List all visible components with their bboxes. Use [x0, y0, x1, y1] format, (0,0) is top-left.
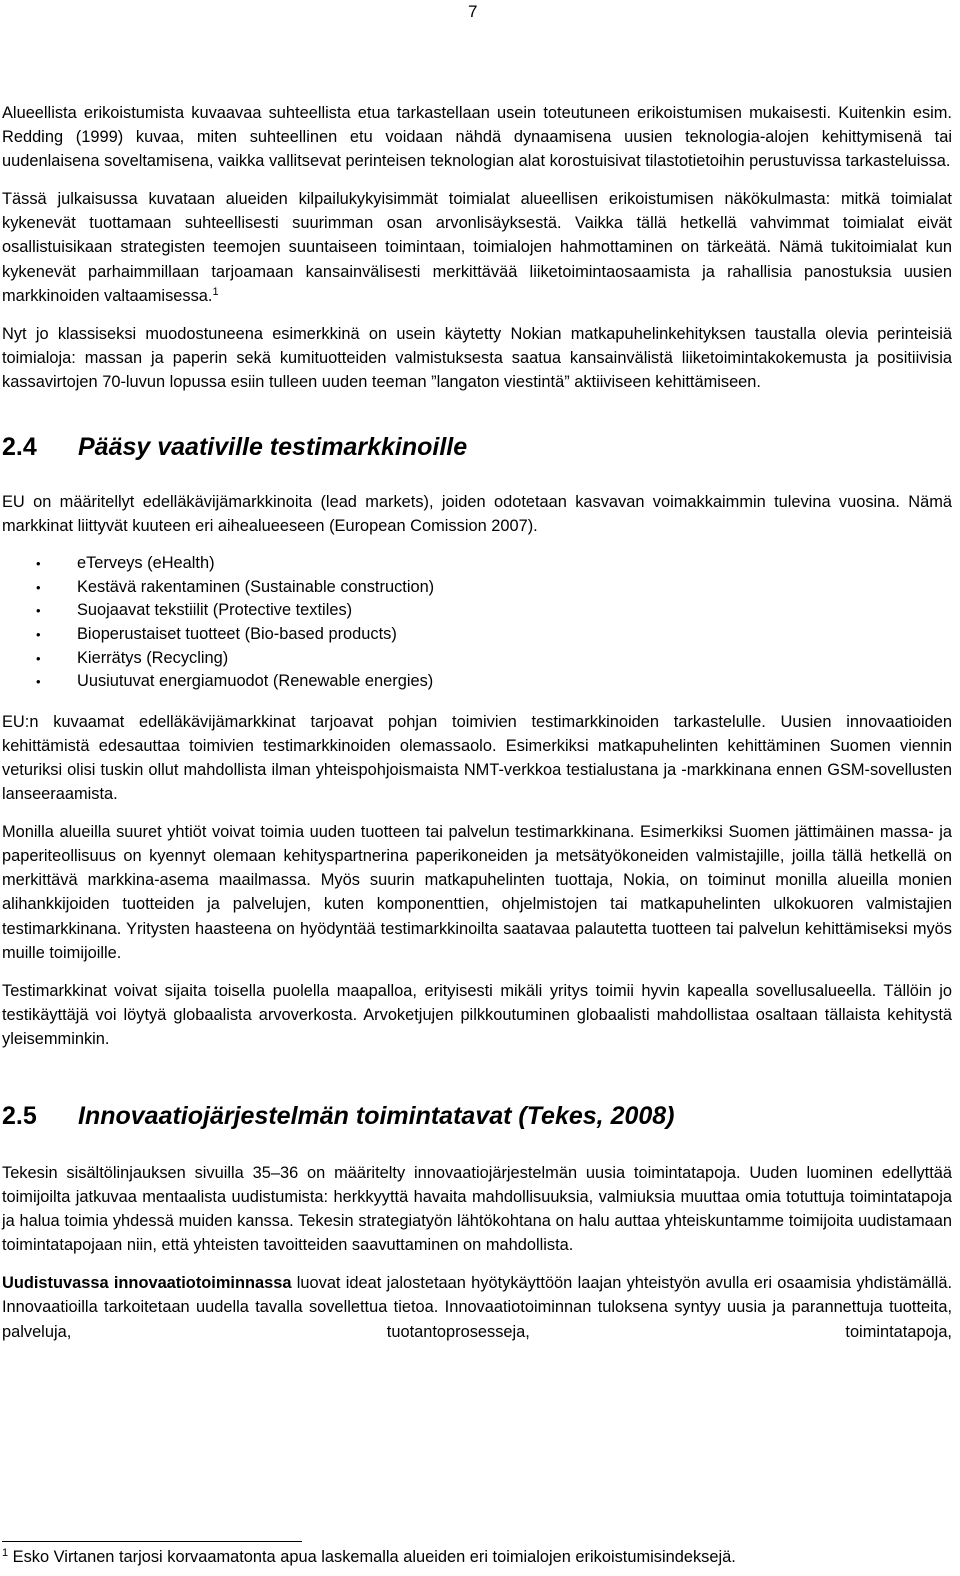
paragraph-comparative-advantage: Alueellista erikoistumista kuvaavaa suhteellista etua tarkastellaan usein toteutuneen erikoistumisen mukaisesti. Kuitenkin esim. Redding (1999) kuvaa, miten suhteellinen etu voidaan nähdä dynaamisena uusien teknologia-alojen kehittymisenä tai uudenlaisena soveltamisena, vaikka vallitsevat perinteisen teknologian alat korostuisivat tilastotietoihin perustuvissa tarkasteluissa.: [2, 104, 952, 171]
paragraph-test-markets: EU:n kuvaamat edelläkävijämarkkinat tarjoavat pohjan toimivien testimarkkinoiden tarkastelulle. Uusien innovaatioiden kehittämistä edesauttaa toimivien testimarkkinoiden olemassaolo. Esimerkiksi matkapuhelinten kehittäminen Suomen viennin veturiksi olisi tuskin ollut mahdollista ilman yhteispohjoismaista NMT-verkkoa testialustana ja -markkinana ennen GSM-sovellusten lanseeraamista.: [2, 712, 952, 804]
list-item: [2, 599, 952, 623]
list-item-text: Kestävä rakentaminen (Sustainable construction): [77, 577, 435, 596]
list-item-text: Suojaavat tekstiilit (Protective textiles): [77, 601, 353, 620]
list-item: [2, 670, 952, 694]
list-item-text: Bioperustaiset tuotteet (Bio-based products): [77, 625, 397, 643]
list-item: [2, 576, 952, 600]
section-heading-2-4: [2, 432, 952, 462]
list-item: [2, 552, 952, 576]
paragraph-renewing-innovation-text: luovat ideat jalostetaan hyötykäyttöön laajan yhteistyön avulla eri osaamisia yhdistämällä. Innovaatioilla tarkoitetaan uudella tavalla sovellettua tietoa. Innovaatiotoiminnan tuloksena syntyy uusia ja parannettuja tuotteita, palveluja, tuotantoprosesseja, toimintatapoja,: [2, 1274, 953, 1341]
list-item-text: eTerveys (eHealth): [77, 554, 215, 573]
footnote-marker: 1: [2, 1547, 9, 1559]
section-title: Pääsy vaativille testimarkkinoille: [78, 433, 468, 462]
footnote-divider: [2, 1541, 302, 1542]
paragraph-lead-markets: EU on määritellyt edelläkävijämarkkinoita (lead markets), joiden odotetaan kasvavan voimakkaimmin tulevina vuosina. Nämä markkinat liittyvät kuuteen eri aihealueeseen (European Comission 2007).: [2, 493, 952, 536]
paragraph-publication-scope-text: Tässä julkaisussa kuvataan alueiden kilpailukykyisimmät toimialat alueellisen erikoistumisen näkökulmasta: mitkä toimialat kykenevät tuottamaan suhteellisesti suurimman osan arvonlisäyksestä. Vaikka tällä hetkellä vahvimmat toimialat eivät osallistuisikaan strategisten teemojen suuntaiseen toimintaan, toimialojen hahmottaminen on tärkeätä. Nämä tukitoimialat kun kykenevät parhaimmillaan tarjoamaan kansainvälisesti merkittävää liiketoimintaosaamista ja rahallisia panostuksia uusien markkinoiden valtaamisessa.: [2, 190, 952, 305]
bullet-icon: •: [36, 579, 41, 595]
paragraph-tekes-guidelines: Tekesin sisältölinjauksen sivuilla 35–36 on määritelty innovaatiojärjestelmän uusia toimintatapoja. Uuden luominen edellyttää toimijoilta jatkuvaa mentaalista uudistumista: herkkyyttä havaita mahdollisuuksia, valmiuksia muuttaa omia totuttuja toimintatapoja ja halua toimia yhdessä muiden kanssa. Tekesin strategiatyön lähtökohtana on halu auttaa yhteiskuntamme toimijoita uudistamaan toimintatapojaan niin, että yhteisten tavoitteiden saavuttaminen on mahdollista.: [2, 1164, 952, 1255]
lead-markets-list: [2, 552, 952, 694]
bullet-icon: •: [36, 674, 41, 690]
section-title: Innovaatiojärjestelmän toimintatavat (Tekes, 2008): [78, 1102, 675, 1130]
bullet-icon: •: [36, 603, 41, 619]
page-content: [2, 101, 952, 1358]
footnote-reference[interactable]: 1: [212, 285, 219, 298]
paragraph-publication-scope: [2, 187, 952, 307]
section-number: 2.4: [2, 433, 37, 462]
bullet-icon: •: [36, 627, 41, 642]
footnote-text: Esko Virtanen tarjosi korvaamatonta apua laskemalla alueiden eri toimialojen erikoistumisindeksejä.: [8, 1548, 736, 1566]
footnote: [2, 1546, 736, 1568]
paragraph-large-companies: Monilla alueilla suuret yhtiöt voivat toimia uuden tuotteen tai palvelun testimarkkinana. Esimerkiksi Suomen jättimäinen massa- ja paperiteollisuus on kyennyt olemaan kehityspartnerina paperikoneiden ja metsätyökoneiden valmistajille, joilla tällä hetkellä on merkittävä markkina-asema maailmassa. Myös suurin matkapuhelinten tuottaja, Nokia, on toiminut monilla alueilla monien alihankkijoiden tuotteiden ja palvelujen, kuten komponenttien, ohjelmistojen tai matkapuhelinten ulkokuoren valmistajien testimarkkinana. Yritysten haasteena on hyödyntää testimarkkinoilta saatavaa palautetta tuotteen tai palvelun kehittämiseksi myös muille toimijoille.: [2, 823, 952, 962]
bullet-icon: •: [36, 650, 41, 666]
section-heading-2-5: [2, 1101, 952, 1131]
paragraph-nokia-example: Nyt jo klassiseksi muodostuneena esimerkkinä on usein käytetty Nokian matkapuhelinkehityksen taustalla olevia perinteisiä toimialoja: massan ja paperin sekä kumituotteiden valmistuksesta saatua kansainvälistä liiketoimintakokemusta ja positiivisia kassavirtojen 70-luvun lopussa esiin tulleen uuden teeman ”langaton viestintä” aktiiviseen kehittämiseen.: [2, 324, 952, 391]
list-item: [2, 623, 952, 647]
paragraph-global-test-markets: Testimarkkinat voivat sijaita toisella puolella maapalloa, erityisesti mikäli yritys toimii hyvin kapealla sovellusalueella. Tällöin jo testikäyttäjä voi löytyä globaalista arvoverkosta. Arvoketjujen pilkkoutuminen globaalisti mahdollistaa osaltaan tällaista kehitystä yleisemminkin.: [2, 981, 952, 1048]
bold-term: Uudistuvassa innovaatiotoiminnassa: [2, 1274, 292, 1293]
section-number: 2.5: [2, 1102, 37, 1130]
list-item-text: Uusiutuvat energiamuodot (Renewable energies): [77, 672, 434, 691]
list-item: [2, 647, 952, 671]
page-number: 7: [468, 2, 478, 21]
list-item-text: Kierrätys (Recycling): [77, 648, 229, 667]
paragraph-renewing-innovation: [2, 1271, 952, 1343]
bullet-icon: •: [36, 556, 41, 572]
